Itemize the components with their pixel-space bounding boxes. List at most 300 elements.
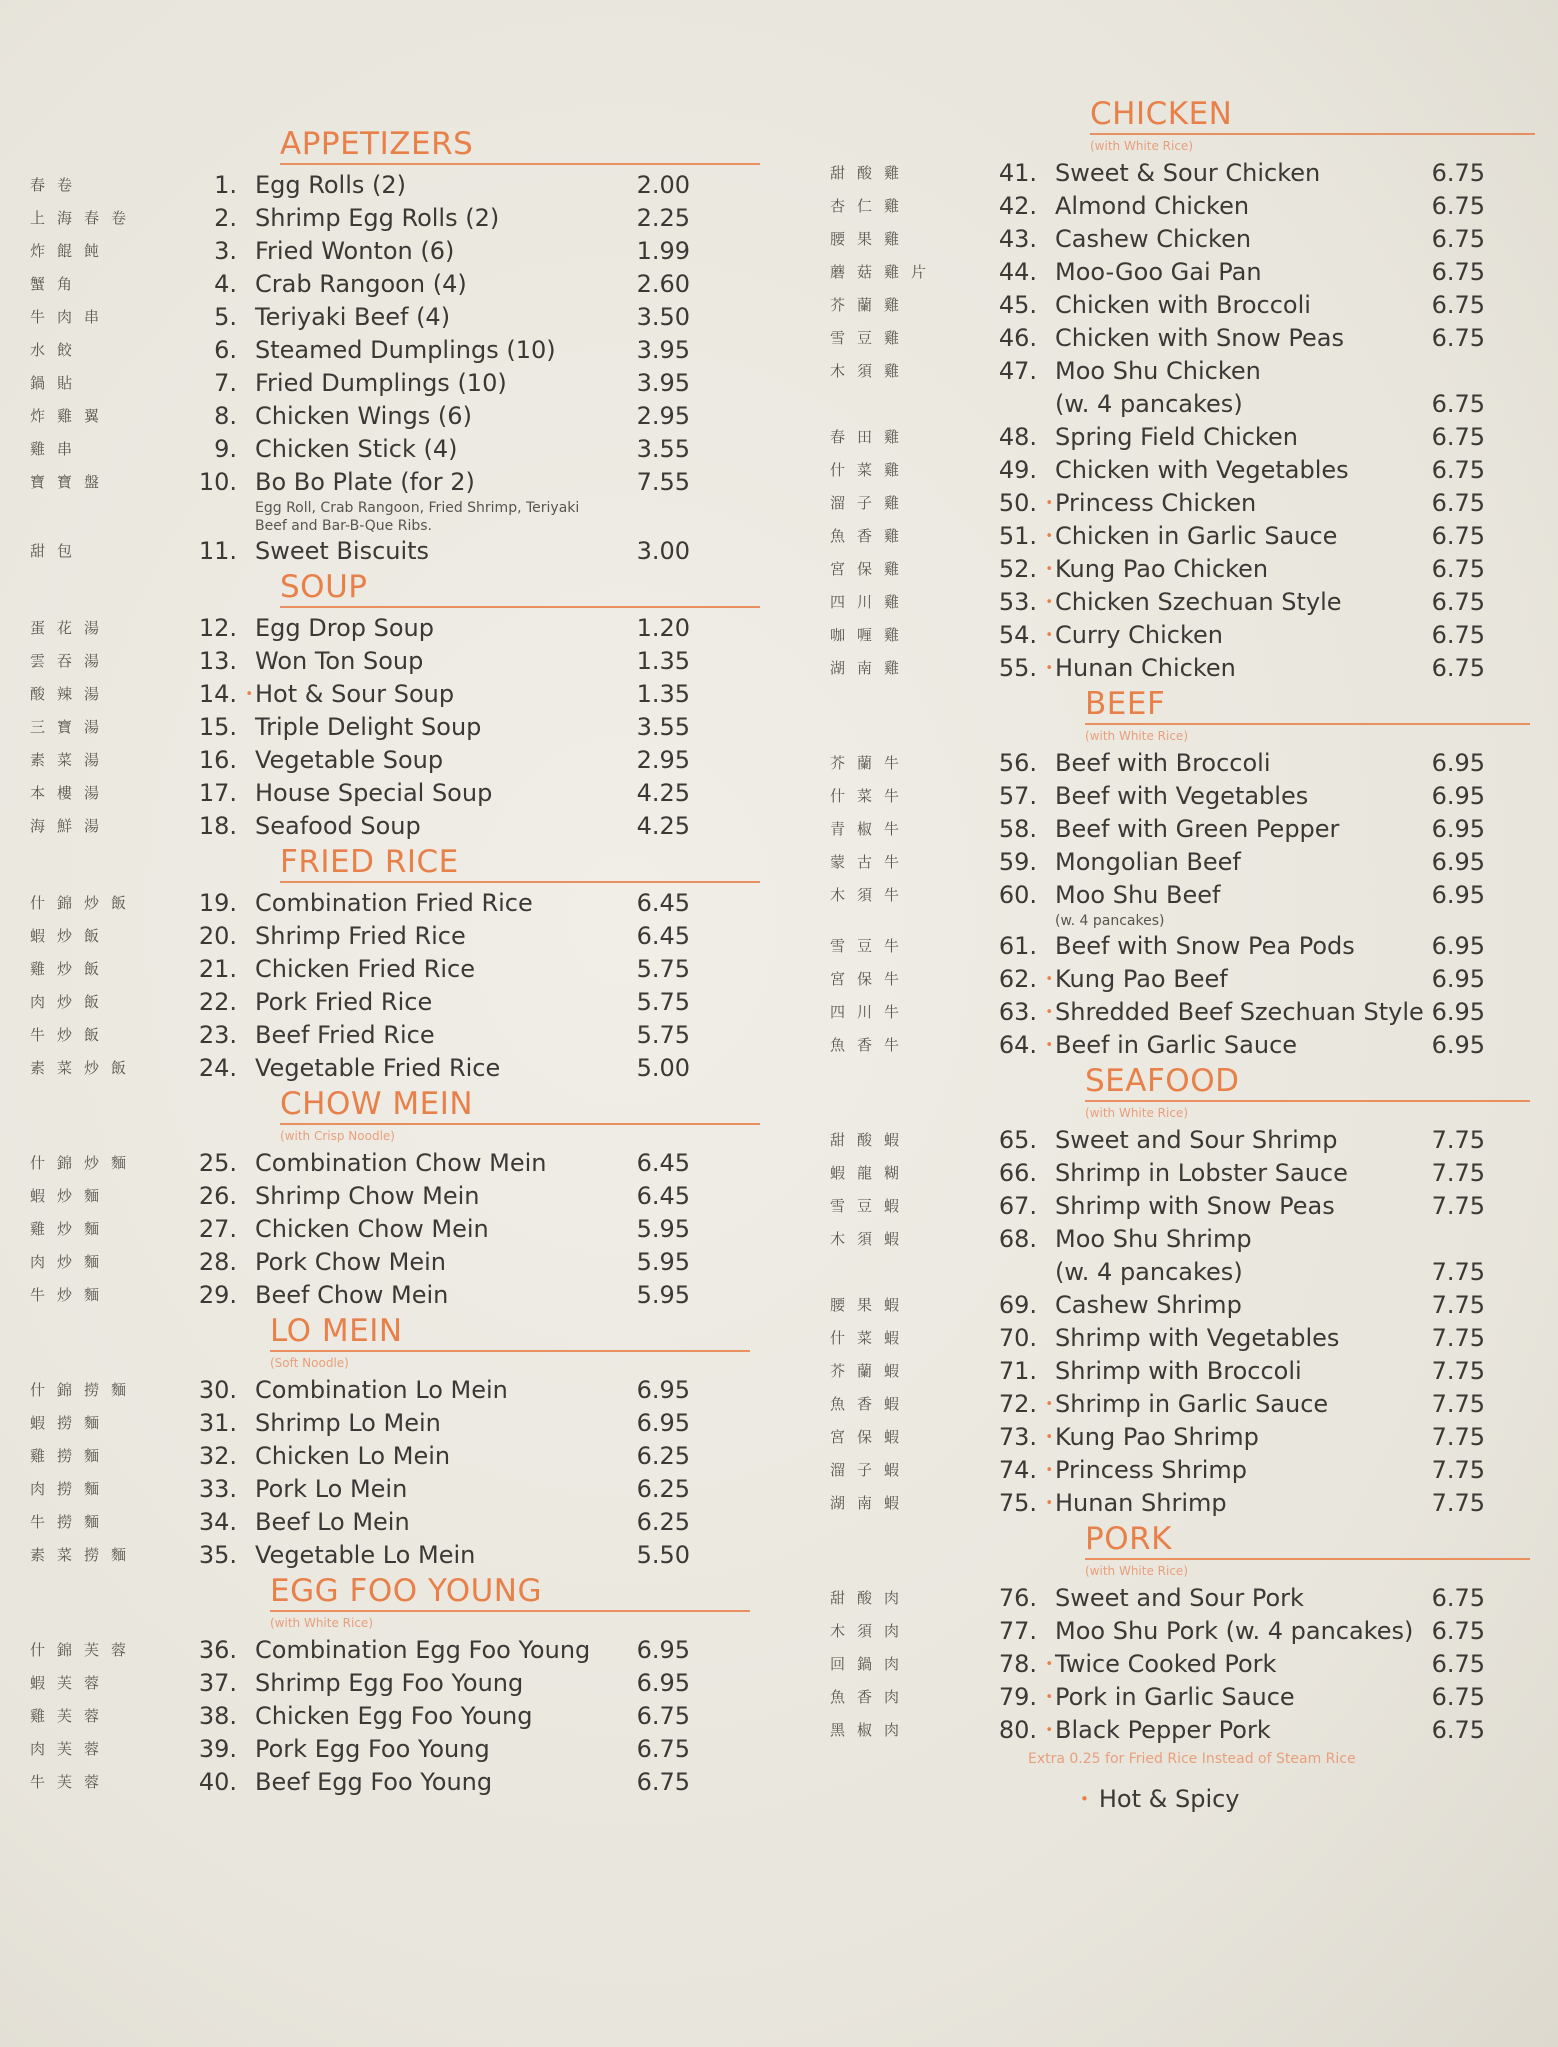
item-number-text: 64. <box>998 1031 1037 1059</box>
menu-item[interactable] <box>30 953 750 986</box>
chinese-name: 甜酸蝦 <box>830 1131 912 1149</box>
section-egg-foo-young <box>30 1572 750 1799</box>
item-price: 6.75 <box>1431 1617 1485 1645</box>
section-header <box>280 568 750 612</box>
item-name <box>1039 1582 1415 1615</box>
menu-item[interactable] <box>30 301 750 334</box>
section-rule <box>1085 1558 1530 1560</box>
item-name <box>1039 355 1415 421</box>
item-name-text: Shrimp Egg Rolls (2) <box>255 204 500 232</box>
section-header <box>280 1085 750 1147</box>
menu-item[interactable] <box>830 256 1535 289</box>
menu-item[interactable] <box>830 1681 1535 1714</box>
item-number <box>175 1213 239 1246</box>
item-number <box>175 1407 239 1440</box>
item-name <box>1039 520 1415 553</box>
menu-item[interactable] <box>30 1374 750 1407</box>
item-number-text: 7. <box>214 369 237 397</box>
item-number <box>175 953 239 986</box>
chinese-name: 什菜牛 <box>830 787 912 805</box>
item-price: 7.75 <box>1431 1423 1485 1451</box>
chinese-name: 蝦芙蓉 <box>30 1674 112 1692</box>
item-name-text: Pork Egg Foo Young <box>255 1735 490 1763</box>
item-name <box>239 1147 615 1180</box>
section-header <box>1085 1062 1535 1124</box>
chinese-name: 甜包 <box>30 542 85 560</box>
menu-item[interactable] <box>30 645 750 678</box>
chinese-name: 什錦炒飯 <box>30 894 139 912</box>
menu-item[interactable] <box>30 367 750 400</box>
item-name <box>239 1246 615 1279</box>
chinese-name: 魚香肉 <box>830 1688 912 1706</box>
item-price: 1.99 <box>636 237 690 265</box>
menu-column-right <box>830 95 1535 1813</box>
item-name-text: Pork in Garlic Sauce <box>1055 1683 1295 1711</box>
chinese-name: 蛋花湯 <box>30 619 112 637</box>
menu-item[interactable] <box>830 1124 1535 1157</box>
item-name <box>1039 1223 1415 1289</box>
menu-item[interactable] <box>30 986 750 1019</box>
menu-item[interactable] <box>30 1473 750 1506</box>
menu-item[interactable] <box>830 1322 1535 1355</box>
menu-item[interactable] <box>830 652 1535 685</box>
item-price: 5.95 <box>636 1248 690 1276</box>
item-price: 6.45 <box>636 1182 690 1210</box>
menu-item[interactable] <box>830 879 1535 930</box>
item-price: 6.75 <box>1431 324 1485 352</box>
menu-item[interactable] <box>30 169 750 202</box>
item-price: 6.75 <box>1431 390 1485 418</box>
item-name <box>239 1279 615 1312</box>
item-number-text: 49. <box>998 456 1037 484</box>
menu-item[interactable] <box>830 1648 1535 1681</box>
menu-item[interactable] <box>830 780 1535 813</box>
item-name <box>239 202 615 235</box>
item-number <box>975 1454 1053 1487</box>
item-name-text: Shrimp in Lobster Sauce <box>1055 1159 1348 1187</box>
menu-item[interactable] <box>30 777 750 810</box>
section-rule <box>280 163 760 165</box>
chinese-name: 雞芙蓉 <box>30 1707 112 1725</box>
chinese-name: 宮保雞 <box>830 560 912 578</box>
item-name-text: Crab Rangoon (4) <box>255 270 467 298</box>
item-name-text: Beef Lo Mein <box>255 1508 410 1536</box>
menu-item[interactable] <box>830 487 1535 520</box>
item-name <box>1039 813 1415 846</box>
item-price: 3.95 <box>636 336 690 364</box>
item-name-text: House Special Soup <box>255 779 493 807</box>
chinese-name: 雞炒麵 <box>30 1220 112 1238</box>
item-name <box>239 678 615 711</box>
item-number <box>975 355 1039 388</box>
item-name <box>1039 652 1415 685</box>
item-price: 6.45 <box>636 889 690 917</box>
item-number <box>175 334 239 367</box>
menu-item[interactable] <box>830 586 1535 619</box>
item-name-text: Combination Fried Rice <box>255 889 533 917</box>
item-number-text: 60. <box>998 881 1037 909</box>
item-name <box>1039 1157 1415 1190</box>
item-number <box>975 619 1053 652</box>
item-number <box>175 466 239 499</box>
chinese-name: 杏仁雞 <box>830 197 912 215</box>
menu-item[interactable] <box>30 1407 750 1440</box>
menu-item[interactable] <box>830 1289 1535 1322</box>
menu-item[interactable] <box>30 235 750 268</box>
item-number <box>175 1052 239 1085</box>
section-note: (with White Rice) <box>1090 139 1193 153</box>
item-name <box>239 1539 615 1572</box>
menu-item[interactable] <box>830 1582 1535 1615</box>
item-price: 6.75 <box>1431 1716 1485 1744</box>
item-number-text: 53. <box>998 588 1037 616</box>
item-name <box>239 334 615 367</box>
menu-item[interactable] <box>30 1213 750 1246</box>
menu-item[interactable] <box>30 1733 750 1766</box>
item-number-text: 67. <box>998 1192 1037 1220</box>
menu-item[interactable] <box>830 223 1535 256</box>
item-name-text: Twice Cooked Pork <box>1055 1650 1277 1678</box>
item-name-text: Moo Shu Shrimp <box>1055 1225 1252 1253</box>
menu-item[interactable] <box>830 1454 1535 1487</box>
menu-item[interactable] <box>830 289 1535 322</box>
menu-item[interactable] <box>30 433 750 466</box>
chinese-name: 雪豆牛 <box>830 937 912 955</box>
menu-item[interactable] <box>830 747 1535 780</box>
item-name-text: Bo Bo Plate (for 2) <box>255 468 475 496</box>
chinese-name: 蝦龍糊 <box>830 1164 912 1182</box>
menu-item[interactable] <box>30 711 750 744</box>
item-number <box>975 747 1039 780</box>
section-rule <box>280 881 760 883</box>
menu-item[interactable] <box>830 1487 1535 1520</box>
menu-item[interactable] <box>830 1190 1535 1223</box>
item-number-text: 44. <box>998 258 1037 286</box>
chinese-name: 芥蘭蝦 <box>830 1362 912 1380</box>
chinese-name: 腰果雞 <box>830 230 912 248</box>
item-name-text: Combination Egg Foo Young <box>255 1636 591 1664</box>
item-number <box>975 1648 1053 1681</box>
item-name <box>1039 780 1415 813</box>
item-number-text: 20. <box>198 922 237 950</box>
menu-item[interactable] <box>830 1157 1535 1190</box>
menu-item[interactable] <box>30 535 750 568</box>
section-header <box>1085 685 1535 747</box>
chili-icon: • <box>1045 972 1053 987</box>
item-number <box>975 652 1053 685</box>
item-number-text: 48. <box>998 423 1037 451</box>
section-title: EGG FOO YOUNG <box>270 1573 543 1609</box>
item-name-text: Princess Shrimp <box>1055 1456 1247 1484</box>
menu-item[interactable] <box>830 813 1535 846</box>
menu-item[interactable] <box>830 963 1535 996</box>
chinese-name: 上海春卷 <box>30 209 139 227</box>
item-number-text: 31. <box>198 1409 237 1437</box>
item-number <box>175 777 239 810</box>
item-number-text: 5. <box>214 303 237 331</box>
item-number <box>175 920 239 953</box>
menu-item[interactable] <box>830 157 1535 190</box>
item-name-text: Won Ton Soup <box>255 647 424 675</box>
chinese-name: 溜子蝦 <box>830 1461 912 1479</box>
chinese-name: 牛撈麵 <box>30 1513 112 1531</box>
item-name-text: Chicken Chow Mein <box>255 1215 489 1243</box>
menu-item[interactable] <box>30 1180 750 1213</box>
item-price: 6.95 <box>1431 848 1485 876</box>
item-price: 6.75 <box>1431 588 1485 616</box>
item-name <box>239 535 615 568</box>
menu-item[interactable] <box>30 887 750 920</box>
item-number <box>975 421 1039 454</box>
item-name <box>1039 1615 1415 1648</box>
menu-item[interactable] <box>830 322 1535 355</box>
item-price: 5.95 <box>636 1281 690 1309</box>
item-number-text: 38. <box>198 1702 237 1730</box>
item-price: 6.75 <box>636 1702 690 1730</box>
menu-item[interactable] <box>830 619 1535 652</box>
menu-item[interactable] <box>30 268 750 301</box>
menu-item[interactable] <box>30 1019 750 1052</box>
item-price: 1.20 <box>636 614 690 642</box>
chinese-name: 什錦炒麵 <box>30 1154 139 1172</box>
chinese-name: 什錦芙蓉 <box>30 1641 139 1659</box>
section-beef <box>830 685 1535 1062</box>
item-name-text: Vegetable Lo Mein <box>255 1541 476 1569</box>
chinese-name: 芥蘭牛 <box>830 754 912 772</box>
menu-item[interactable] <box>830 1714 1535 1747</box>
item-price: 3.50 <box>636 303 690 331</box>
menu-item[interactable] <box>30 1766 750 1799</box>
section-title: FRIED RICE <box>280 844 459 880</box>
item-price: 7.75 <box>1431 1159 1485 1187</box>
item-number-text: 62. <box>998 965 1037 993</box>
item-name <box>239 744 615 777</box>
item-name-text: Chicken Szechuan Style <box>1055 588 1342 616</box>
item-name <box>239 1667 615 1700</box>
chinese-name: 甜酸肉 <box>830 1589 912 1607</box>
item-name <box>239 268 615 301</box>
section-appetizers <box>30 125 750 568</box>
item-number-text: 42. <box>998 192 1037 220</box>
item-number <box>975 1322 1039 1355</box>
section-soup <box>30 568 750 843</box>
section-note: (with White Rice) <box>1085 729 1188 743</box>
item-number <box>175 1634 239 1667</box>
item-price: 5.75 <box>636 988 690 1016</box>
menu-item[interactable] <box>30 1147 750 1180</box>
menu-item[interactable] <box>30 1440 750 1473</box>
spicy-legend <box>1080 1785 1535 1813</box>
item-number <box>975 996 1053 1029</box>
chili-icon: • <box>1045 1430 1053 1445</box>
item-price: 5.95 <box>636 1215 690 1243</box>
chinese-name: 春卷 <box>30 176 85 194</box>
section-note: (with Crisp Noodle) <box>280 1129 395 1143</box>
menu-item[interactable] <box>30 400 750 433</box>
item-price: 7.75 <box>1431 1126 1485 1154</box>
item-number-text: 1. <box>214 171 237 199</box>
chinese-name: 宮保牛 <box>830 970 912 988</box>
item-number <box>175 645 239 678</box>
menu-item[interactable] <box>30 920 750 953</box>
item-price: 7.75 <box>1431 1192 1485 1220</box>
menu-item[interactable] <box>830 454 1535 487</box>
section-note: (Soft Noodle) <box>270 1356 349 1370</box>
item-name <box>1039 930 1415 963</box>
chinese-name: 蝦炒飯 <box>30 927 112 945</box>
item-name <box>239 1766 615 1799</box>
chinese-name: 甜酸雞 <box>830 164 912 182</box>
item-name <box>1039 1124 1415 1157</box>
menu-item[interactable] <box>30 202 750 235</box>
item-number <box>975 487 1053 520</box>
item-name-text: Chicken Wings (6) <box>255 402 472 430</box>
item-price: 6.45 <box>636 922 690 950</box>
section-header <box>1090 95 1535 157</box>
item-number-text: 78. <box>998 1650 1037 1678</box>
item-name <box>239 1374 615 1407</box>
chinese-name: 肉炒飯 <box>30 993 112 1011</box>
item-name-text: Egg Rolls (2) <box>255 171 407 199</box>
menu-item[interactable] <box>830 1029 1535 1062</box>
menu-item[interactable] <box>830 846 1535 879</box>
section-note: (with White Rice) <box>1085 1564 1188 1578</box>
item-name <box>1039 256 1415 289</box>
section-chow-mein <box>30 1085 750 1312</box>
item-name-text: Shredded Beef Szechuan Style <box>1055 998 1424 1026</box>
menu-item[interactable] <box>30 1700 750 1733</box>
item-number <box>175 1700 239 1733</box>
item-name <box>1039 846 1415 879</box>
item-name <box>1039 322 1415 355</box>
item-price: 6.75 <box>1431 159 1485 187</box>
item-name-text: Chicken Stick (4) <box>255 435 458 463</box>
item-number-text: 3. <box>214 237 237 265</box>
item-price: 3.95 <box>636 369 690 397</box>
item-number <box>975 190 1039 223</box>
chinese-name: 牛芙蓉 <box>30 1773 112 1791</box>
item-name-text: Chicken with Broccoli <box>1055 291 1311 319</box>
item-number-text: 70. <box>998 1324 1037 1352</box>
menu-item[interactable] <box>30 744 750 777</box>
item-number-text: 68. <box>998 1225 1037 1253</box>
menu-item[interactable] <box>830 520 1535 553</box>
item-number <box>975 780 1039 813</box>
menu-item[interactable] <box>830 421 1535 454</box>
item-number <box>175 612 239 645</box>
item-name <box>239 1052 615 1085</box>
item-price: 7.75 <box>1431 1489 1485 1517</box>
item-number <box>175 1733 239 1766</box>
item-number-text: 79. <box>998 1683 1037 1711</box>
item-number <box>975 223 1039 256</box>
item-number <box>175 202 239 235</box>
chinese-name: 黑椒肉 <box>830 1721 912 1739</box>
item-name-text: Chicken with Snow Peas <box>1055 324 1345 352</box>
item-price: 6.75 <box>1431 192 1485 220</box>
item-name <box>1039 1322 1415 1355</box>
item-number <box>975 1157 1039 1190</box>
menu-item[interactable] <box>30 810 750 843</box>
menu-item[interactable] <box>30 1539 750 1572</box>
item-price: 7.75 <box>1431 1390 1485 1418</box>
item-number-text: 43. <box>998 225 1037 253</box>
menu-item[interactable] <box>30 1246 750 1279</box>
menu-item[interactable] <box>30 466 750 535</box>
menu-item[interactable] <box>30 612 750 645</box>
chinese-name: 雪豆蝦 <box>830 1197 912 1215</box>
item-name-text: Beef with Vegetables <box>1055 782 1309 810</box>
menu-item[interactable] <box>830 1223 1535 1289</box>
item-number <box>975 846 1039 879</box>
item-name-text: Kung Pao Chicken <box>1055 555 1269 583</box>
item-number <box>175 1766 239 1799</box>
menu-item[interactable] <box>830 1421 1535 1454</box>
menu-item[interactable] <box>830 930 1535 963</box>
menu-column-left <box>30 125 750 1799</box>
menu-item[interactable] <box>830 553 1535 586</box>
item-price: 1.35 <box>636 680 690 708</box>
section-title: LO MEIN <box>270 1313 403 1349</box>
item-number-text: 61. <box>998 932 1037 960</box>
item-name-text: Beef Chow Mein <box>255 1281 449 1309</box>
item-number-text: 12. <box>198 614 237 642</box>
item-name <box>239 1440 615 1473</box>
menu-item[interactable] <box>830 996 1535 1029</box>
chinese-name: 肉芙蓉 <box>30 1740 112 1758</box>
item-number-text: 32. <box>198 1442 237 1470</box>
menu-item[interactable] <box>30 1634 750 1667</box>
item-number-text: 24. <box>198 1054 237 1082</box>
chinese-name: 青椒牛 <box>830 820 912 838</box>
item-number <box>975 520 1053 553</box>
item-price: 2.60 <box>636 270 690 298</box>
menu-item[interactable] <box>830 1615 1535 1648</box>
menu-item[interactable] <box>30 334 750 367</box>
menu-item[interactable] <box>830 1388 1535 1421</box>
item-number-text: 66. <box>998 1159 1037 1187</box>
item-number <box>975 553 1053 586</box>
item-number-text: 17. <box>198 779 237 807</box>
item-name <box>1039 1029 1415 1062</box>
menu-item[interactable] <box>830 1355 1535 1388</box>
item-name-text: Beef Egg Foo Young <box>255 1768 493 1796</box>
item-price: 6.95 <box>1431 965 1485 993</box>
section-rule <box>280 1123 760 1125</box>
section-rule <box>270 1350 750 1352</box>
item-name-text: Black Pepper Pork <box>1055 1716 1271 1744</box>
item-price: 2.95 <box>636 746 690 774</box>
section-chicken <box>830 95 1535 685</box>
item-price: 6.95 <box>1431 881 1485 909</box>
menu-item[interactable] <box>30 1506 750 1539</box>
item-number-text: 65. <box>998 1126 1037 1154</box>
item-number <box>175 1246 239 1279</box>
menu-item[interactable] <box>30 1279 750 1312</box>
chinese-name: 本樓湯 <box>30 784 112 802</box>
item-number-text: 10. <box>198 468 237 496</box>
menu-item[interactable] <box>30 1667 750 1700</box>
section-title: BEEF <box>1085 686 1166 722</box>
menu-item[interactable] <box>830 190 1535 223</box>
item-number-text: 9. <box>214 435 237 463</box>
menu-item[interactable] <box>30 678 750 711</box>
section-header <box>270 1572 750 1634</box>
chinese-name: 炸雞翼 <box>30 407 112 425</box>
menu-item[interactable] <box>830 355 1535 421</box>
chili-icon: • <box>245 687 253 702</box>
menu-item[interactable] <box>30 1052 750 1085</box>
